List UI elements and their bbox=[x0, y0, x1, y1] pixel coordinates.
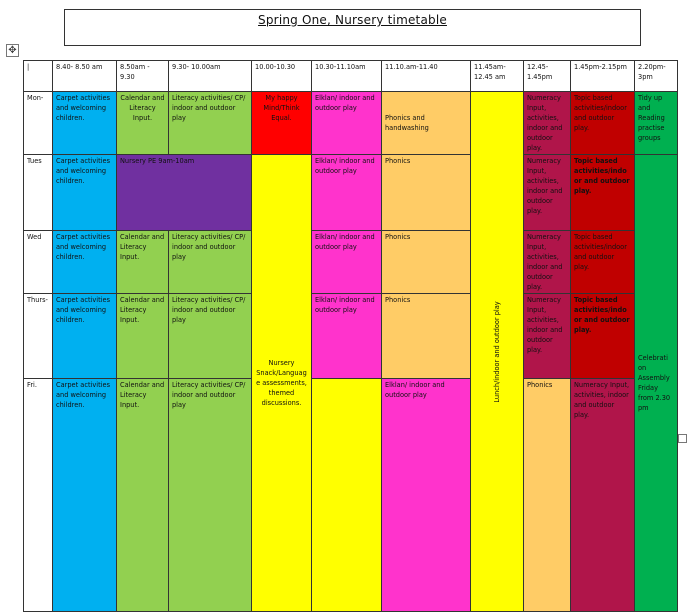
numeracy-cell: Numeracy Input, activities, indoor and outdoor play. bbox=[524, 294, 571, 379]
numeracy-cell: Numeracy Input, activities, indoor and outdoor play. bbox=[524, 92, 571, 155]
table-row-wednesday bbox=[24, 231, 678, 294]
header-row bbox=[24, 61, 678, 92]
header-cell: 10.30-11.10am bbox=[312, 61, 382, 92]
phonics-cell: Phonics bbox=[382, 294, 471, 379]
day-label: Mon- bbox=[24, 92, 53, 155]
header-cell: 9.30- 10.00am bbox=[169, 61, 252, 92]
snack-empty-cell bbox=[312, 379, 382, 612]
elklan-cell: Elklan/ indoor and outdoor play bbox=[312, 92, 382, 155]
assembly-cell: Celebrati on Assembly Friday from 2.30 pm bbox=[635, 155, 678, 612]
header-cell: 11.10.am-11.40 bbox=[382, 61, 471, 92]
table-row-monday bbox=[24, 92, 678, 155]
phonics-cell: Phonics bbox=[382, 231, 471, 294]
carpet-cell: Carpet activities and welcoming children. bbox=[53, 92, 117, 155]
numeracy-cell: Numeracy Input, activities, indoor and outdoor play. bbox=[524, 231, 571, 294]
timetable bbox=[23, 60, 678, 612]
literacy-cell: Literacy activities/ CP/ indoor and outdoor play bbox=[169, 294, 252, 379]
table-row-tuesday bbox=[24, 155, 678, 231]
elklan-cell: Elklan/ indoor and outdoor play bbox=[382, 379, 471, 612]
elklan-cell: Elklan/ indoor and outdoor play bbox=[312, 231, 382, 294]
resize-handle-icon[interactable] bbox=[678, 434, 687, 443]
move-cross-icon[interactable]: ✥ bbox=[6, 44, 19, 57]
snack-cell: Nursery Snack/Language assessments, themed discussions. bbox=[252, 155, 312, 612]
header-cell: 12.45-1.45pm bbox=[524, 61, 571, 92]
pe-cell: Nursery PE 9am-10am bbox=[117, 155, 252, 231]
calendar-cell: Calendar and Literacy Input. bbox=[117, 92, 169, 155]
happy-mind-cell: My happy Mind/Think Equal. bbox=[252, 92, 312, 155]
day-label: Fri. bbox=[24, 379, 53, 612]
header-cell: 11.45am-12.45 am bbox=[471, 61, 524, 92]
phonics-cell: Phonics and handwashing bbox=[382, 92, 471, 155]
day-label: Tues bbox=[24, 155, 53, 231]
header-cell: 10.00-10.30 bbox=[252, 61, 312, 92]
table-row-friday bbox=[24, 379, 678, 612]
literacy-cell: Literacy activities/ CP/ indoor and outdoor play bbox=[169, 92, 252, 155]
topic-cell: Topic based activities/indoor and outdoor play. bbox=[571, 155, 635, 231]
title-box bbox=[64, 9, 641, 46]
day-label: Thurs- bbox=[24, 294, 53, 379]
literacy-cell: Literacy activities/ CP/ indoor and outdoor play bbox=[169, 231, 252, 294]
carpet-cell: Carpet activities and welcoming children. bbox=[53, 294, 117, 379]
table-row-thursday bbox=[24, 294, 678, 379]
tidy-up-cell: Tidy up and Reading practise groups bbox=[635, 92, 678, 155]
elklan-cell: Elklan/ indoor and outdoor play bbox=[312, 155, 382, 231]
day-label: Wed bbox=[24, 231, 53, 294]
carpet-cell: Carpet activities and welcoming children. bbox=[53, 231, 117, 294]
lunch-label: Lunch/indoor and outdoor play bbox=[493, 300, 501, 403]
header-cell: | bbox=[24, 61, 53, 92]
header-cell: 8.50am - 9.30 bbox=[117, 61, 169, 92]
header-cell: 8.40- 8.50 am bbox=[53, 61, 117, 92]
calendar-cell: Calendar and Literacy Input. bbox=[117, 294, 169, 379]
topic-cell: Topic based activities/indoor and outdoor play. bbox=[571, 294, 635, 379]
calendar-cell: Calendar and Literacy Input. bbox=[117, 231, 169, 294]
elklan-cell: Elklan/ indoor and outdoor play bbox=[312, 294, 382, 379]
numeracy-cell: Numeracy Input, activities, indoor and outdoor play. bbox=[571, 379, 635, 612]
literacy-cell: Literacy activities/ CP/ indoor and outdoor play bbox=[169, 379, 252, 612]
topic-cell: Topic based activities/indoor and outdoor play. bbox=[571, 92, 635, 155]
carpet-cell: Carpet activities and welcoming children. bbox=[53, 155, 117, 231]
topic-cell: Topic based activities/indoor and outdoor play. bbox=[571, 231, 635, 294]
header-cell: 1.45pm-2.15pm bbox=[571, 61, 635, 92]
lunch-cell bbox=[471, 92, 524, 612]
header-cell: 2.20pm-3pm bbox=[635, 61, 678, 92]
carpet-cell: Carpet activities and welcoming children. bbox=[53, 379, 117, 612]
phonics-cell: Phonics bbox=[382, 155, 471, 231]
numeracy-cell: Numeracy Input, activities, indoor and outdoor play. bbox=[524, 155, 571, 231]
calendar-cell: Calendar and Literacy Input. bbox=[117, 379, 169, 612]
phonics-cell: Phonics bbox=[524, 379, 571, 612]
page-title: Spring One, Nursery timetable bbox=[258, 13, 447, 27]
